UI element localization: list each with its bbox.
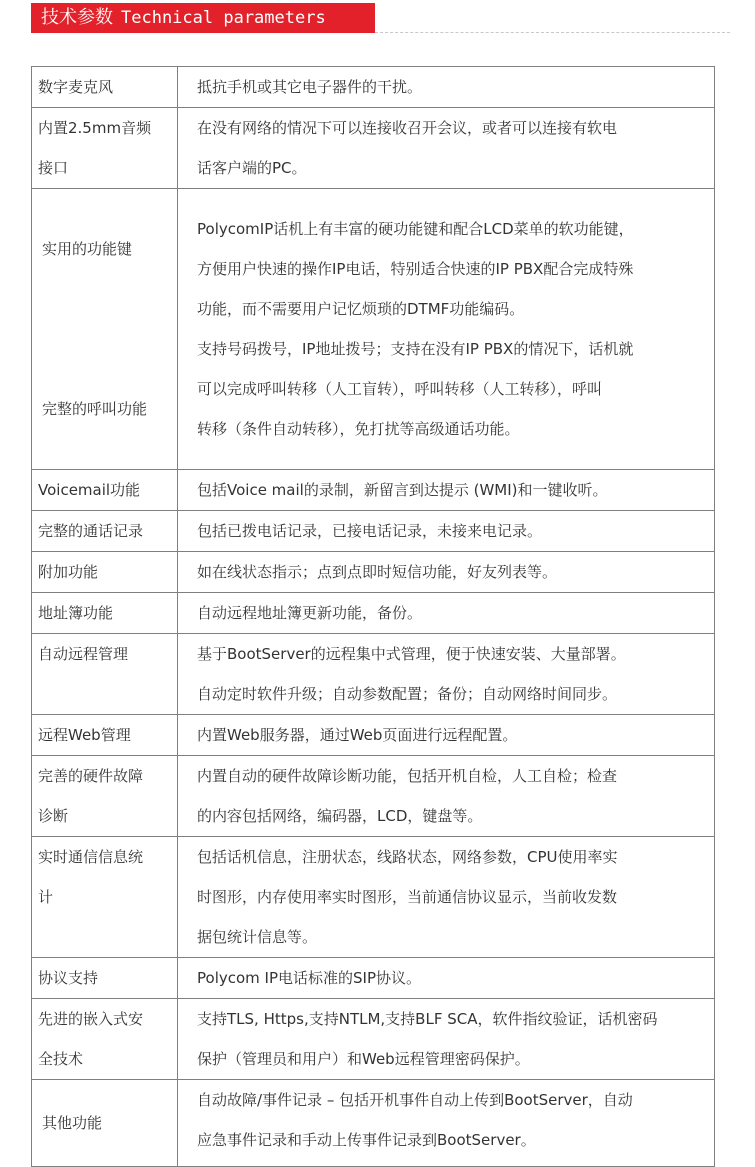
- parameter-name-call-functions: 完整的呼叫功能: [42, 400, 148, 418]
- parameter-description: 包括Voice mail的录制，新留言到达提示 (WMI)和一键收听。: [178, 470, 715, 511]
- parameter-description: 内置自动的硬件故障诊断功能，包括开机自检，人工自检；检查 的内容包括网络，编码器，LCD，键盘等。: [178, 756, 715, 837]
- page-header: [0, 0, 755, 40]
- table-row: [32, 756, 715, 837]
- parameter-description: 基于BootServer的远程集中式管理，便于快速安装、大量部署。 自动定时软件升级；自动参数配置；备份；自动网络时间同步。: [178, 634, 715, 715]
- parameter-description: PolycomIP话机上有丰富的硬功能键和配合LCD菜单的软功能键， 方便用户快速的操作IP电话，特别适合快速的IP PBX配合完成特殊 功能，而不需要用户记忆烦琐的DTMF功能编码。 支持号码拨号，IP地址拨号；支持在没有IP PBX的情况下，话机就 可以完成呼叫转移（人工盲转），呼叫转移（人工转移），呼叫 转移（条件自动转移），免打扰等高级通话功能。: [178, 189, 715, 470]
- parameter-description: 如在线状态指示；点到点即时短信功能，好友列表等。: [178, 552, 715, 593]
- parameter-name: 数字麦克风: [32, 67, 178, 108]
- parameter-name: 实时通信信息统 计: [32, 837, 178, 958]
- parameter-description: 自动远程地址簿更新功能，备份。: [178, 593, 715, 634]
- table-row: [32, 108, 715, 189]
- parameter-name: 自动远程管理: [32, 634, 178, 715]
- table-row: [32, 1080, 715, 1167]
- table-row: [32, 715, 715, 756]
- parameter-name: 协议支持: [32, 958, 178, 999]
- table-row: [32, 958, 715, 999]
- parameter-name: 先进的嵌入式安 全技术: [32, 999, 178, 1080]
- parameter-description: 包括已拨电话记录，已接电话记录，未接来电记录。: [178, 511, 715, 552]
- parameter-name-function-keys: 实用的功能键: [42, 240, 133, 258]
- parameter-description: 内置Web服务器，通过Web页面进行远程配置。: [178, 715, 715, 756]
- parameter-name: 地址簿功能: [32, 593, 178, 634]
- parameter-description: 包括话机信息，注册状态，线路状态，网络参数，CPU使用率实 时图形，内存使用率实时图形，当前通信协议显示，当前收发数 据包统计信息等。: [178, 837, 715, 958]
- technical-parameters-table: [31, 66, 715, 1167]
- parameter-name: 完整的通话记录: [32, 511, 178, 552]
- section-title: [31, 3, 375, 33]
- table-row: [32, 593, 715, 634]
- parameter-description: Polycom IP电话标准的SIP协议。: [178, 958, 715, 999]
- table-row: [32, 552, 715, 593]
- parameter-name: [32, 189, 178, 470]
- section-title-english: Technical parameters: [121, 8, 326, 28]
- parameter-name: 其他功能: [32, 1080, 178, 1167]
- table-row: [32, 999, 715, 1080]
- table-row: [32, 511, 715, 552]
- section-title-chinese: 技术参数: [41, 7, 113, 28]
- parameter-description: 抵抗手机或其它电子器件的干扰。: [178, 67, 715, 108]
- parameter-name: 附加功能: [32, 552, 178, 593]
- table-row: [32, 837, 715, 958]
- parameter-description: 支持TLS, Https,支持NTLM,支持BLF SCA，软件指纹验证，话机密码 保护（管理员和用户）和Web远程管理密码保护。: [178, 999, 715, 1080]
- header-divider: [375, 32, 730, 33]
- parameter-description: 自动故障/事件记录 – 包括开机事件自动上传到BootServer，自动 应急事件记录和手动上传事件记录到BootServer。: [178, 1080, 715, 1167]
- parameter-name: 内置2.5mm音频 接口: [32, 108, 178, 189]
- table-row: [32, 470, 715, 511]
- table-row: [32, 189, 715, 470]
- parameter-name: 完善的硬件故障 诊断: [32, 756, 178, 837]
- name-spacer: [42, 309, 177, 349]
- table-row: [32, 67, 715, 108]
- parameter-name: Voicemail功能: [32, 470, 178, 511]
- parameter-name: 远程Web管理: [32, 715, 178, 756]
- table-row: [32, 634, 715, 715]
- parameter-description: 在没有网络的情况下可以连接收召开会议，或者可以连接有软电 话客户端的PC。: [178, 108, 715, 189]
